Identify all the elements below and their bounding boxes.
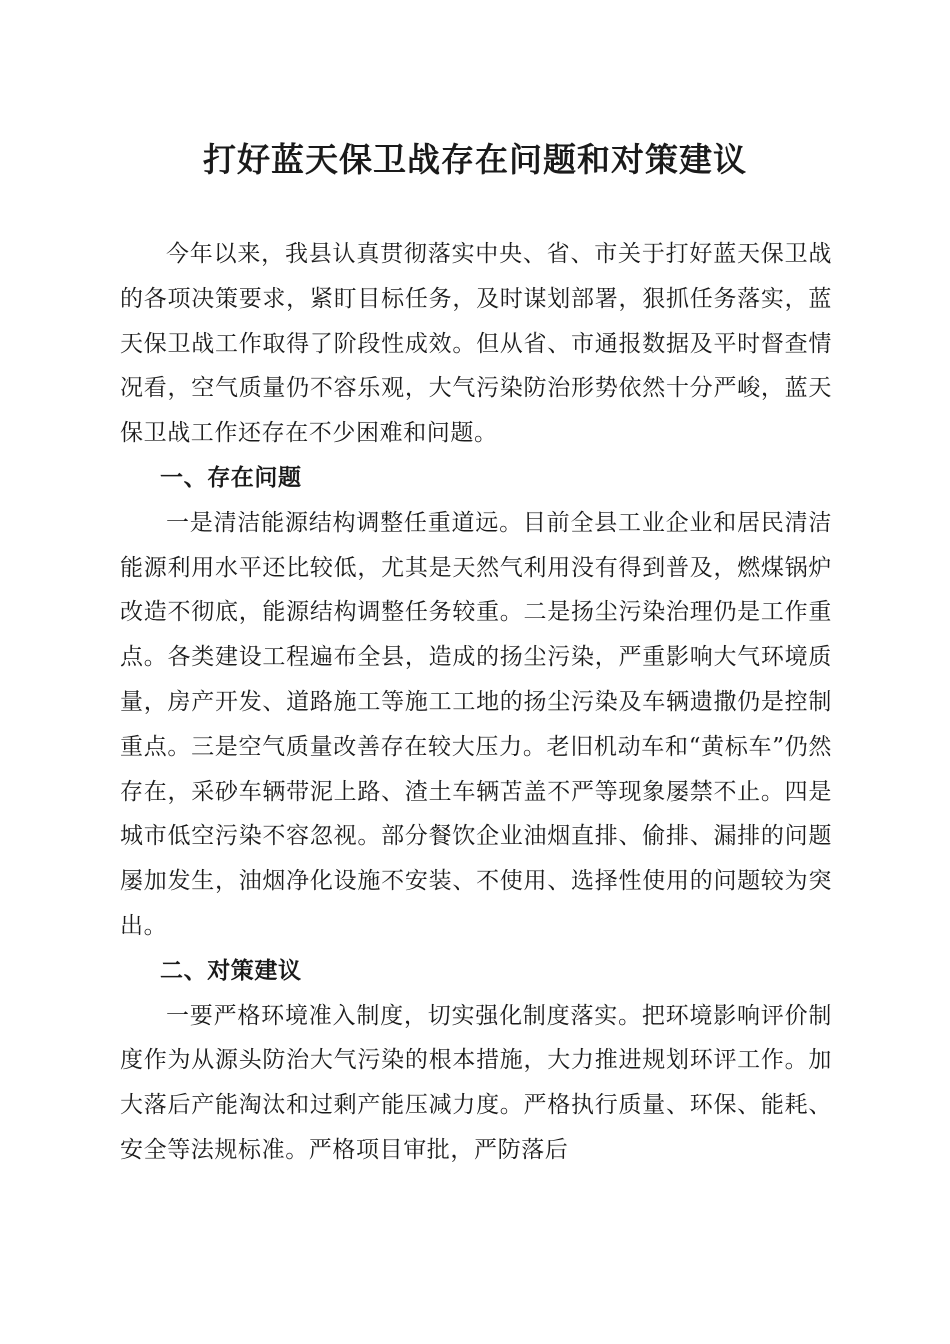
problems-paragraph: 一是清洁能源结构调整任重道远。目前全县工业企业和居民清洁能源利用水平还比较低，尤其是天然气利用没有得到普及，燃煤锅炉改造不彻底，能源结构调整任务较重。二是扬尘污染治理仍是工作重点。各类建设工程遍布全县，造成的扬尘污染，严重影响大气环境质量，房产开发、道路施工等施工工地的扬尘污染及车辆遗撒仍是控制重点。三是空气质量改善存在较大压力。老旧机动车和“黄标车”仍然存在，采砂车辆带泥上路、渣土车辆苫盖不严等现象屡禁不止。四是城市低空污染不容忽视。部分餐饮企业油烟直排、偷排、漏排的问题屡加发生，油烟净化设施不安装、不使用、选择性使用的问题较为突出。 (120, 509, 832, 939)
suggestions-paragraph: 一要严格环境准入制度，切实强化制度落实。把环境影响评价制度作为从源头防治大气污染的根本措施，大力推进规划环评工作。加大落后产能淘汰和过剩产能压减力度。严格执行质量、环保、能耗、安全等法规标准。严格项目审批，严防落后 (120, 1002, 832, 1163)
document-title: 打好蓝天保卫战存在问题和对策建议 (203, 140, 747, 179)
section-heading-suggestions: 二、对策建议 (160, 957, 302, 984)
section-heading-problems: 一、存在问题 (160, 464, 302, 491)
document-body (120, 232, 832, 1173)
intro-paragraph: 今年以来，我县认真贯彻落实中央、省、市关于打好蓝天保卫战的各项决策要求，紧盯目标任务，及时谋划部署，狠抓任务落实，蓝天保卫战工作取得了阶段性成效。但从省、市通报数据及平时督查情况看，空气质量仍不容乐观，大气污染防治形势依然十分严峻，蓝天保卫战工作还存在不少困难和问题。 (120, 241, 832, 447)
